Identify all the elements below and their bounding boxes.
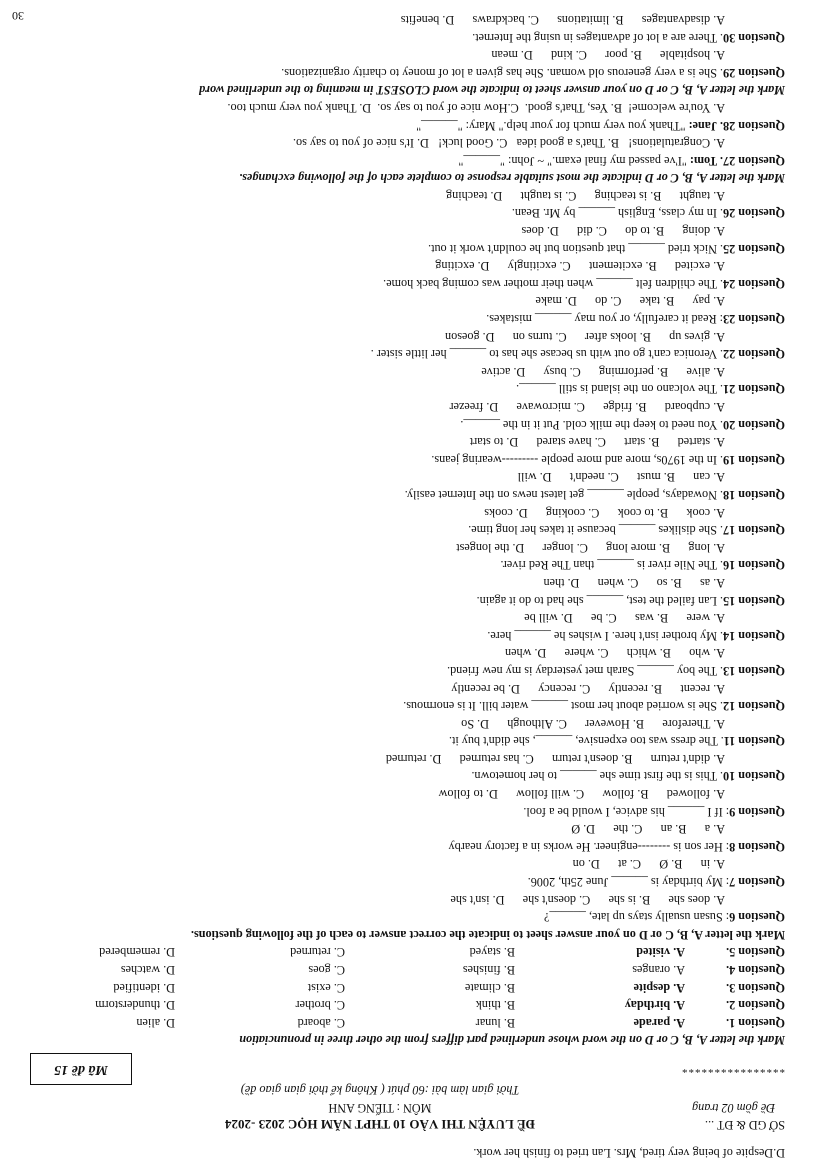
question-number: Question 24 <box>723 276 785 291</box>
question-stem: . The children felt ______ when their mother was coming back home. <box>383 276 724 291</box>
question-row <box>20 309 785 327</box>
answer-options: A. hospitable B. poor C. kind D. mean <box>491 48 725 63</box>
answer-options: A. started B. start C. have stared D. to start <box>469 435 725 450</box>
answer-options: A. does she B. is she C. doesn't she D. isn't she <box>450 892 725 907</box>
option-a: A. despite <box>633 980 685 995</box>
question-stem: . You need to keep the milk cold. Put it in the ______. <box>460 417 724 432</box>
option-b: B. finishes <box>462 963 515 978</box>
option-c: C. returned <box>290 945 345 960</box>
question-number: Question 26 <box>723 206 785 221</box>
question-row <box>20 28 785 46</box>
question-row <box>20 274 785 292</box>
question-number: Question 10 <box>723 769 785 784</box>
question-number: Question 7 <box>729 875 785 890</box>
question-number: Question 15 <box>723 593 785 608</box>
question-stem: : Read it carefully, or you may ______ mistakes. <box>486 312 724 327</box>
question-row <box>20 591 785 609</box>
question-row <box>20 116 785 134</box>
option-b: B. stayed <box>469 945 515 960</box>
question-stem: . There are a lot of advantages in using the Internet. <box>472 30 724 45</box>
answer-options: A. alive B. performing C. busy D. active <box>481 364 725 379</box>
question-number: Question 30 <box>723 30 785 45</box>
question-stem: "I've passed my final exam." ~ John: "______" <box>458 153 690 168</box>
response-list <box>20 98 785 168</box>
answer-options: A. doing B. to do C. did D. does <box>521 224 725 239</box>
question-row <box>20 767 785 785</box>
question-row <box>20 837 785 855</box>
option-d: D. watches <box>120 963 175 978</box>
exam-content <box>20 10 785 1161</box>
option-a: A. birthday <box>624 998 685 1013</box>
question-number: Question 11 <box>723 734 785 749</box>
option-d: D. alien <box>136 1015 175 1030</box>
list-item <box>20 960 785 978</box>
option-c: C. goes <box>308 963 345 978</box>
question-row <box>20 485 785 503</box>
question-number: Question 5. <box>726 945 785 960</box>
answer-options: A. a B. an C. the D. Ø <box>571 822 725 837</box>
answer-options: A. as B. so C. when D. then <box>543 575 725 590</box>
option-d: D. identified <box>113 980 175 995</box>
header-left <box>605 1098 785 1133</box>
exam-title: ĐỀ LUYỆN THI VÀO 10 THPT NĂM HỌC 2023 -2024 <box>225 1117 535 1133</box>
dept-label: SỞ GD & ĐT ... <box>704 1118 785 1133</box>
section-instruction-1: Mark the letter A, B, C or D on the word whose underlined part differs from the other three in pronunciation <box>239 1033 785 1048</box>
question-row <box>20 63 785 81</box>
option-b: B. think <box>475 998 515 1013</box>
time-label: Thời gian làm bài :60 phút ( Không kể thời gian giao đề) <box>240 1083 520 1098</box>
answer-options: A. excited B. excitement C. excitingly D. exciting <box>435 259 725 274</box>
answer-options: A. pay B. take C. do D. make <box>535 294 725 309</box>
question-stem: . Lan failed the test, ______ she had to do it again. <box>476 593 724 608</box>
question-stem: . Nowadays, people ______ get latest news on the Internet easily. <box>404 488 724 502</box>
question-number: Question 14 <box>723 628 785 643</box>
question-row <box>20 239 785 257</box>
question-stem: . The volcano on the island is still ______. <box>516 382 724 397</box>
question-number: Question 16 <box>723 558 785 573</box>
list-item <box>20 1013 785 1031</box>
question-row <box>20 556 785 574</box>
question-row <box>20 732 785 750</box>
question-row <box>20 345 785 363</box>
list-item <box>20 943 785 961</box>
option-a: A. parade <box>633 1015 685 1030</box>
question-number: Question 17 <box>723 523 785 538</box>
question-stem: . My brother isn't here. I wishes he ______ here. <box>487 628 724 643</box>
option-c: C. brother <box>295 998 345 1013</box>
answer-options: A. in B. Ø C. at D. on <box>572 857 725 872</box>
question-row <box>20 908 785 926</box>
header-center <box>165 1081 595 1134</box>
section-instruction-2: Mark the letter A, B, C or D on your answer sheet to indicate the correct answer to each of the following questions. <box>190 927 785 942</box>
question-number: Question 13 <box>723 663 785 678</box>
pages-label: Đề gồm 02 trang <box>692 1100 775 1115</box>
question-stem: : Susan usually stays up late, ______? <box>543 910 730 925</box>
section-instruction-4: Mark the letter A, B, C or D on your answer sheet to indicate the word CLOSEST in meaning to the underlined word <box>199 83 785 98</box>
option-c: C. aboard <box>297 1015 345 1030</box>
list-item <box>20 996 785 1014</box>
option-d: D. thunderstorm <box>95 998 175 1013</box>
answer-options: A. gives up B. looks after C. turns on D. goeson <box>445 329 725 344</box>
question-stem: "Thank you very much for your help." Mary: "______" <box>416 118 689 133</box>
question-row <box>20 661 785 679</box>
answer-options: A. followed B. follow C. will follow D. to follow <box>438 787 725 802</box>
question-stem: . The dress was too expensive, ______, she didn't buy it. <box>448 734 724 749</box>
option-b: B. climate <box>464 980 515 995</box>
question-stem: . The boy ______ Sarah met yesterday is my new friend. <box>447 663 724 678</box>
answer-options: A. disadvantages B. limitations C. backdraws D. benefits <box>400 12 725 27</box>
question-stem: . Nick tried ______ that question but he couldn't work it out. <box>428 241 724 256</box>
question-row <box>20 521 785 539</box>
option-b: B. lunar <box>475 1015 515 1030</box>
question-number: Question 6 <box>729 910 785 925</box>
question-row <box>20 204 785 222</box>
question-number: Question 29 <box>723 65 785 80</box>
answer-options: A. didn't return B. doesn't return C. has returned D. returned <box>385 751 725 766</box>
question-row <box>20 151 785 169</box>
answer-options: A. can B. must C. needn't D. will <box>517 470 725 485</box>
exam-code-box: Mã đề 15 <box>30 1053 132 1085</box>
question-row <box>20 872 785 890</box>
question-number: Question 4. <box>726 963 785 978</box>
question-stem: . The Nile river is ______ than The Red river. <box>500 558 724 573</box>
question-number: Question 21 <box>723 382 785 397</box>
top-line: D.Despite of being very tired, Mrs. Lan tried to finish her work. <box>473 1146 785 1160</box>
question-row <box>20 415 785 433</box>
question-row <box>20 626 785 644</box>
question-number: Question 28. Jane: <box>688 118 785 133</box>
question-stem: : If I ______ his advice, I would be a fool. <box>523 804 730 819</box>
question-number: Question 19 <box>723 452 785 467</box>
answer-options: A. recent B. recently C. recency D. be recently <box>451 681 725 696</box>
option-d: D. remembered <box>99 945 175 960</box>
exam-header <box>20 1048 785 1143</box>
section-instruction-3: Mark the letter A, B, C or D indicate the most suitable response to complete each of the following exchanges. <box>239 171 785 186</box>
question-number: Question 9 <box>729 804 785 819</box>
answer-options: A. who B. which C. where D. when <box>504 646 725 661</box>
question-stem: . She dislikes ______ because it takes her long time. <box>468 523 724 538</box>
answer-options: A. were B. was C. be D. will be <box>524 611 725 626</box>
question-row <box>20 802 785 820</box>
pronunciation-list <box>20 943 785 1031</box>
answer-options: A. Congratulations! B. That's a good idea C. Good luck! D. It's nice of you to say so. <box>292 136 725 151</box>
option-c: C. exist <box>307 980 345 995</box>
question-stem: . Veronica can't go out with us becase she has to ______ her little sister . <box>370 347 724 362</box>
question-stem: : My birthday is ______ June 25th, 2006. <box>527 875 730 890</box>
answer-options: A. cook B. to cook C. cooking D. cooks <box>484 505 725 520</box>
answer-options: A. long B. more long C. longer D. the longest <box>456 540 725 555</box>
question-row <box>20 450 785 468</box>
page-number: 30 <box>12 8 24 23</box>
answer-options: A. cupboard B. fridge C. microwave D. freezer <box>449 400 725 415</box>
meaning-list <box>20 10 785 80</box>
option-a: A. oranges <box>632 963 685 978</box>
question-number: Question 18 <box>723 488 785 502</box>
question-stem: . This is the first time she ______ to her hometown. <box>471 769 724 784</box>
subject-label: MÔN : TIẾNG ANH <box>328 1100 432 1115</box>
question-number: Question 2. <box>726 998 785 1013</box>
question-number: Question 1. <box>726 1015 785 1030</box>
option-a: A. visited <box>636 945 685 960</box>
question-stem: . She is worried about her most ______ water bill. It is enormous. <box>403 699 724 714</box>
question-stem: . In my class, English ______ by Mr. Bean. <box>511 206 724 221</box>
question-number: Question 20 <box>723 417 785 432</box>
mcq-list <box>20 186 785 925</box>
answer-options: A. You're welcome! B. Yes, That's good. C.How nice of you to say so. D. Thank you very much too. <box>227 100 725 115</box>
list-item <box>20 978 785 996</box>
question-number: Question 23 <box>723 312 785 327</box>
question-stem: . In the 1970s, more and more people ---------wearing jeans. <box>431 452 724 467</box>
question-number: Question 27. Tom: <box>689 153 785 168</box>
answer-options: A. taught B. is teaching C. is taught D. teaching <box>446 188 725 203</box>
question-number: Question 22 <box>723 347 785 362</box>
question-number: Question 3. <box>726 980 785 995</box>
question-number: Question 12 <box>723 699 785 714</box>
question-row <box>20 380 785 398</box>
question-number: Question 8 <box>729 839 785 854</box>
question-number: Question 25 <box>723 241 785 256</box>
question-stem: . She is a very generous old woman. She has given a lot of money to charity organizations. <box>281 65 724 80</box>
question-row <box>20 697 785 715</box>
answer-options: A. Therefore B. However C. Although D. So <box>461 716 725 731</box>
question-stem: : Her son is --------engineer. He works in a factory nearby <box>448 839 730 854</box>
stars-divider: **************** <box>681 1063 785 1076</box>
